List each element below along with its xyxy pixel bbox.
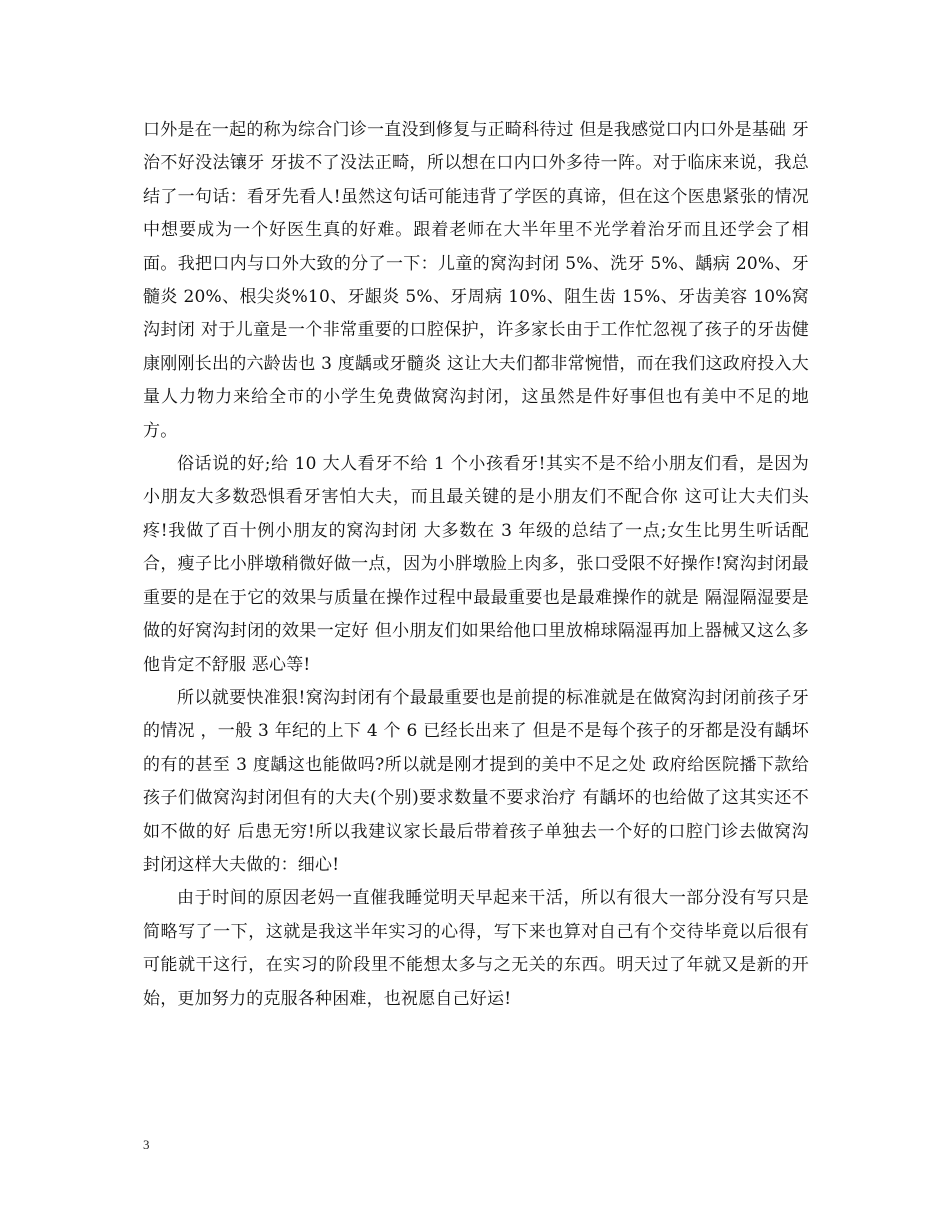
paragraph-4: 由于时间的原因老妈一直催我睡觉明天早起来干活，所以有很大一部分没有写只是简略写了一下，这就是我这半年实习的心得，写下来也算对自己有个交待毕竟以后很有可能就干这行，在实习的阶段里不能想太多与之无关的东西。明天过了年就又是新的开始，更加努力的克服各种困难，也祝愿自己好运!: [143, 888, 809, 1009]
page-number: 3: [143, 1137, 150, 1152]
document-body: [143, 114, 809, 1016]
paragraph-3: 所以就要快准狠!窝沟封闭有个最最重要也是前提的标准就是在做窝沟封闭前孩子牙的情况 ，一般 3 年纪的上下 4 个 6 已经长出来了 但是不是每个孩子的牙都是没有龋坏的有的甚至 3 度龋这也能做吗?所以就是刚才提到的美中不足之处 政府给医院播下款给孩子们做窝沟封闭但有的大夫(个别)要求数量不要求治疗 有龋坏的也给做了这其实还不如不做的好 后患无穷!所以我建议家长最后带着孩子单独去一个好的口腔门诊去做窝沟封闭这样大夫做的：细心!: [143, 687, 809, 875]
paragraph-1: 口外是在一起的称为综合门诊一直没到修复与正畸科待过 但是我感觉口内口外是基础 牙治不好没法镶牙 牙拔不了没法正畸，所以想在口内口外多待一阵。对于临床来说，我总结了一句话：看牙先看人!虽然这句话可能违背了学医的真谛，但在这个医患紧张的情况中想要成为一个好医生真的好难。跟着老师在大半年里不光学着治牙而且还学会了相面。我把口内与口外大致的分了一下：儿童的窝沟封闭 5%、洗牙 5%、龋病 20%、牙髓炎 20%、根尖炎%10、牙龈炎 5%、牙周病 10%、阻生齿 15%、牙齿美容 10%窝沟封闭 对于儿童是一个非常重要的口腔保护，许多家长由于工作忙忽视了孩子的牙齿健康刚刚长出的六龄齿也 3 度龋或牙髓炎 这让大夫们都非常惋惜，而在我们这政府投入大量人力物力来给全市的小学生免费做窝沟封闭，这虽然是件好事但也有美中不足的地方。: [143, 120, 809, 441]
paragraph-2: 俗话说的好;给 10 大人看牙不给 1 个小孩看牙!其实不是不给小朋友们看，是因为小朋友大多数恐惧看牙害怕大夫，而且最关键的是小朋友们不配合你 这可让大夫们头疼!我做了百十例小朋友的窝沟封闭 大多数在 3 年级的总结了一点;女生比男生听话配合，瘦子比小胖墩稍微好做一点，因为小胖墩脸上肉多，张口受限不好操作!窝沟封闭最重要的是在于它的效果与质量在操作过程中最最重要也是最难操作的就是 隔湿隔湿要是做的好窝沟封闭的效果一定好 但小朋友们如果给他口里放棉球隔湿再加上器械又这么多他肯定不舒服 恶心等!: [143, 454, 809, 675]
